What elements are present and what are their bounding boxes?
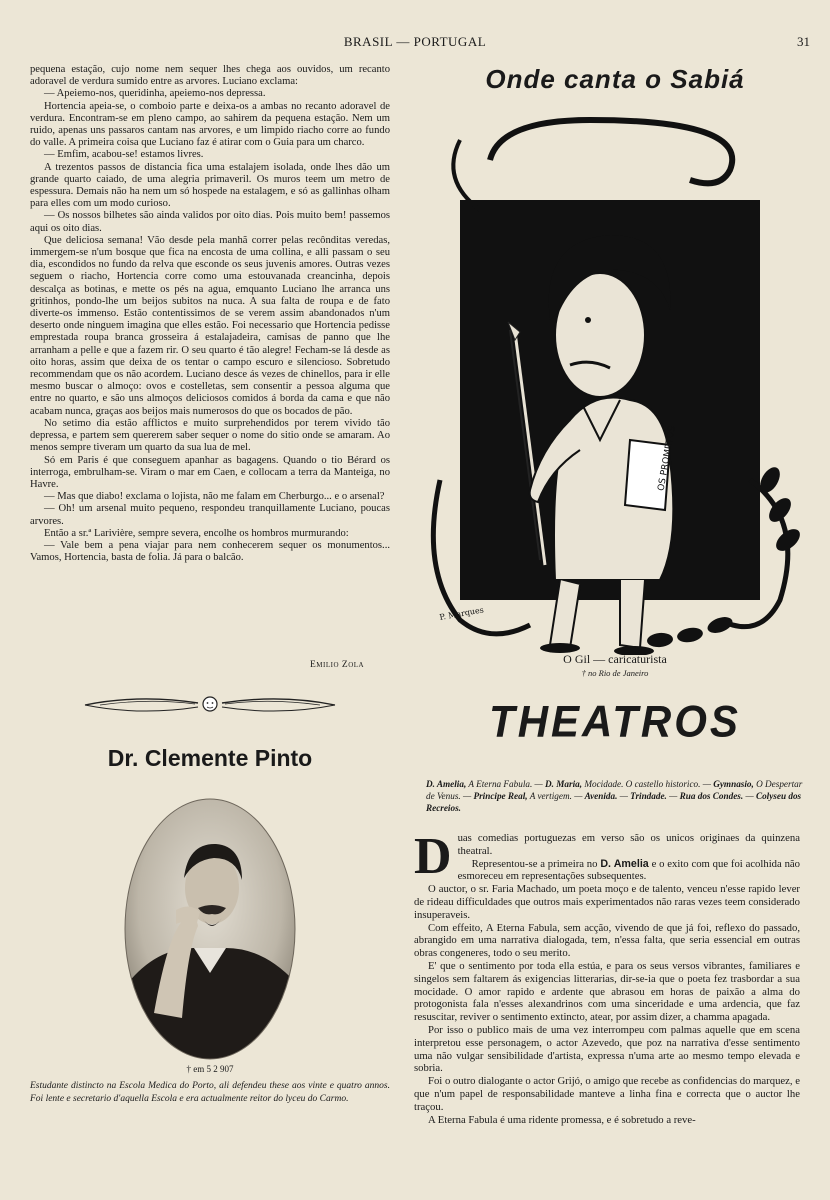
article-paragraph: O auctor, o sr. Faria Machado, um poeta moço e de talento, venceu n'esse rapido lever de rideau difficuldades que outros mais experimentados não raras vezes teem considerado insuperaveis. <box>414 883 800 921</box>
story-paragraph: A trezentos passos de distancia fica uma estalajem isolada, onde lhes dão um grande quarto caiado, de uma alegria primaveril. Os muros teem um metro de espessura. Demais não ha nem um só hospede na estalagem, e só as gallinhas olham para elles com um modo curioso. <box>30 161 390 210</box>
summary-theatre: Colyseu dos Recreios. <box>426 791 802 813</box>
obituary-title: Dr. Clemente Pinto <box>107 745 313 771</box>
story-paragraph: — Apeiemo-nos, queridinha, apeiemo-nos depressa. <box>44 88 266 100</box>
article-paragraph: A Eterna Fabula é uma ridente promessa, e é sobretudo a reve- <box>428 1113 696 1126</box>
summary-theatre: Trindade. <box>630 791 667 801</box>
story-paragraph: pequena estação, cujo nome nem sequer lhes chega aos ouvidos, um recanto adoravel de verdura sumido entre as arvores. Luciano exclama: <box>30 64 390 88</box>
summary-desc: — <box>666 791 680 801</box>
story-paragraph: — Vale bem a pena viajar para nem conhecerem sequer os monumentos... Vamos, Hortencia, basta de folia. Já para o balcão. <box>30 539 390 564</box>
article-text: Representou-se a primeira no <box>471 857 601 870</box>
obituary-date: † em 5 2 907 <box>186 1064 234 1074</box>
book-label: OS PROMPTOS <box>656 425 678 492</box>
theatre-summary <box>426 778 804 814</box>
story-paragraph: — Emfim, acabou-se! estamos livres. <box>44 149 204 161</box>
story-paragraph: — Mas que diabo! exclama o lojista, não me falam em Cherburgo... e o arsenal? <box>44 491 385 503</box>
article-paragraph: E' que o sentimento por toda ella estúa, e para os seus versos vibrantes, familiares e singelos sem faltarem ás exigencias litterarias, dir-se-ia que o poeta fez trasbordar a sua mocidade. O amor rapido e ardente que abrasou em horas de paixão a alma do protogonista fala n'esses alexandrinos com uma sinceridade e uma ardencia, que faz resuscitar, reviver o sentimento extincto, atear, por assim dizer, a chamma apagada. <box>414 959 800 1024</box>
article-text: e o exito com que foi acolhida não esmoreceu em representações subsequentes. <box>457 857 801 883</box>
summary-theatre: D. Maria, <box>545 779 583 789</box>
cartoon-title: Onde canta o Sabiá <box>485 64 745 94</box>
summary-desc: — <box>743 791 756 801</box>
cartoon-caption: O Gil — caricaturista <box>563 652 667 666</box>
running-head: BRASIL — PORTUGAL <box>343 34 487 49</box>
article-paragraph: Com effeito, A Eterna Fabula, sem acção, vivendo de que já foi, reflexo do passado, abrangido em uma narrativa dialogada, tem, n'essa falta, que seria essencial em outras obras congeneres, todo o seu merito. <box>414 921 800 960</box>
story-paragraph: Hortencia apeia-se, o comboio parte e deixa-os a ambas no recanto adoravel de verdura. Encontram-se em pleno campo, ao sahirem da pequena estação. Nem um ruido, apenas uns passaros cantam nas arvores, e um limpido riacho corre ao fundo do valle. A primeira coisa que Luciano faz é atirar com o Guia para um charco. <box>30 100 390 149</box>
page-number: 31 <box>797 34 810 49</box>
winged-ornament-icon <box>80 690 340 720</box>
theatre-name: D. Amelia <box>600 857 649 870</box>
summary-theatre: Avenida. <box>584 791 618 801</box>
story-signature: Emilio Zola <box>310 660 365 670</box>
portrait-photo <box>124 798 296 1060</box>
summary-desc: — <box>617 791 631 801</box>
theatros-heading: THEATROS <box>489 696 741 747</box>
story-paragraph: No setimo dia estão afflictos e muito surprehendidos por terem vivido tão depressa, e partem sem quererem saber sequer o nome do sitio onde se amaram. Ao menos sempre tiveram um quarto da sua lua de mel. <box>30 417 390 454</box>
article-paragraph: Foi o outro dialogante o actor Grijó, o amigo que recebe as confidencias do marquez, e que n'um papel de responsabilidade manteve a linha fina e correcta que o auctor lhe traçou. <box>414 1075 800 1113</box>
story-paragraph: Que deliciosa semana! Vão desde pela manhã correr pelas recônditas veredas, immergem-se n'um bosque que fica na encosta de uma collina, e alli passam o seu dia, escondidos no fundo da relva que esconde os seus juvenis amores. Outras vezes seguem o riacho, Hortencia corre como uma estouvanada creancinha, depois descalça as botinas, e mette os pés na agua, emquanto Luciano lhe arranca uns gritinhos, pondo-lhe um beijos subitos na nuca. A sua falta de roupa e de fato diverte-os immenso. Estão contentissimos de se verem assim abandonados n'um deserto onde ninguem imagina que elles estão. Foi necessario que Hortencia pedisse emprestada roupa branca grosseira á estalajadeira, camisas de panno que lhe arranham a pelle e que a fazem rir. O seu quarto é tão alegre! Fecham-se lá desde as oito horas, assim que deixa de os tentar o campo escuro e silencioso. Sobretudo recommendam que os não acordem. Luciano desce ás vezes de chinellos, para ir elle mesmo buscar o almoço: ovos e costelletas, sem consentir a pessoa alguma que entre no quarto, e são uns almoços deliciosos comidos á borda da cama e que não acabam nunca, graças aos beijos mais numerosos do que os bocados de pão. <box>30 234 390 417</box>
summary-theatre: Principe Real, <box>473 791 528 801</box>
summary-desc: A vertigem. — <box>527 791 585 801</box>
summary-theatre: Gymnasio, <box>713 779 754 789</box>
story-paragraph: — Os nossos bilhetes são ainda validos por oito dias. Pois muito bem! passemos aqui os oito dias. <box>30 210 390 234</box>
article-paragraph: uas comedias portuguezas em verso são os unicos originaes da quinzena theatral. <box>457 832 800 857</box>
article-paragraph <box>414 858 800 884</box>
summary-theatre: D. Amelia, <box>426 779 467 789</box>
article-paragraph: Por isso o publico mais de uma vez interrompeu com palmas aquelle que em scena interpretou esse personagem, o actor Azevedo, que poz na narrativa d'esse sentimento uma não vulgar sensibilidade d'artista, expressa n'uma arte ao mesmo tempo elevada e sobria. <box>414 1023 800 1075</box>
story-paragraph: Então a sr.ª Larivière, sempre severa, encolhe os hombros murmurando: <box>44 527 349 539</box>
summary-desc: O Despertar de Venus. — <box>426 779 803 801</box>
caricature-illustration <box>420 100 810 655</box>
obituary-text: Estudante distincto na Escola Medica do Porto, ali defendeu these aos vinte e quatro annos. Foi lente e secretario d'aquella Escola e era actualmente reitor do lyceu do Carmo. <box>30 1081 390 1104</box>
summary-desc: Mocidade. O castello historico. — <box>582 779 714 789</box>
story-paragraph: Só em Paris é que conseguem apanhar as bagagens. Quando o tio Bérard os interroga, embrulham-se. Viram o mar em Caen, e collocam a terra da Manteiga, no Havre. <box>30 454 390 490</box>
artist-signature: P. Marques <box>438 605 485 622</box>
story-column <box>30 64 390 564</box>
theatre-article <box>414 828 801 1126</box>
summary-theatre: Rua dos Condes. <box>679 791 744 801</box>
cartoon-caption-sub: † no Rio de Janeiro <box>581 668 649 678</box>
story-paragraph: — Oh! um arsenal muito pequeno, respondeu tranquillamente Luciano, poucas arvores. <box>30 503 390 527</box>
summary-desc: A Eterna Fabula. — <box>466 779 546 789</box>
drop-cap: D <box>414 828 452 885</box>
